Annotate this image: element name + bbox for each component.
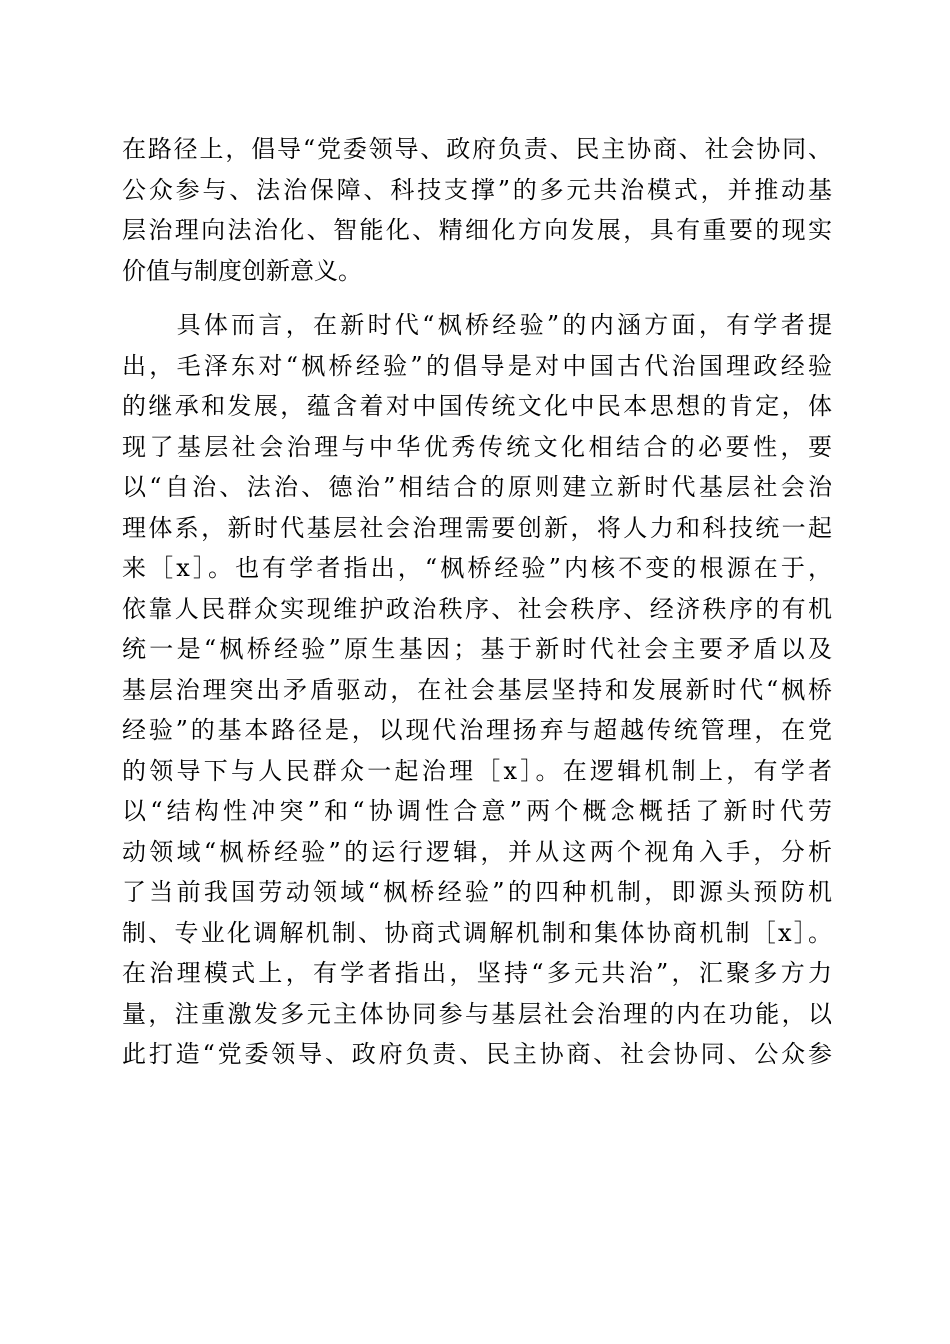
text-line: 制、专业化调解机制、协商式调解机制和集体协商机制［x］。 xyxy=(122,918,832,947)
text-line: 了当前我国劳动领域“枫桥经验”的四种机制，即源头预防机 xyxy=(122,878,832,906)
text-line: 层治理向法治化、智能化、精细化方向发展，具有重要的现实 xyxy=(122,216,832,244)
text-line: 此打造“党委领导、政府负责、民主协商、社会协同、公众参 xyxy=(122,1040,832,1068)
text-line: 公众参与、法治保障、科技支撑”的多元共治模式，并推动基 xyxy=(122,175,832,204)
text-line: 基层治理突出矛盾驱动，在社会基层坚持和发展新时代“枫桥 xyxy=(122,675,832,704)
text-line: 依靠人民群众实现维护政治秩序、社会秩序、经济秩序的有机 xyxy=(122,594,832,623)
text-line: 在路径上，倡导“党委领导、政府负责、民主协商、社会协同、 xyxy=(122,135,832,163)
text-line: 经验”的基本路径是，以现代治理扬弃与超越传统管理，在党 xyxy=(122,716,832,744)
text-line: 价值与制度创新意义。 xyxy=(122,256,362,285)
text-line: 出，毛泽东对“枫桥经验”的倡导是对中国古代治国理政经验 xyxy=(122,351,832,380)
text-line: 理体系，新时代基层社会治理需要创新，将人力和科技统一起 xyxy=(122,513,832,542)
text-line: 统一是“枫桥经验”原生基因；基于新时代社会主要矛盾以及 xyxy=(122,635,832,663)
text-line: 量，注重激发多元主体协同参与基层社会治理的内在功能，以 xyxy=(122,999,832,1028)
text-line: 现了基层社会治理与中华优秀传统文化相结合的必要性，要 xyxy=(122,432,832,461)
text-line: 在治理模式上，有学者指出，坚持“多元共治”，汇聚多方力 xyxy=(122,959,832,987)
document-body xyxy=(122,129,832,1075)
text-line: 以“自治、法治、德治”相结合的原则建立新时代基层社会治 xyxy=(122,473,832,501)
text-line: 来［x］。也有学者指出，“枫桥经验”内核不变的根源在于， xyxy=(122,554,832,582)
text-line: 的继承和发展，蕴含着对中国传统文化中民本思想的肯定，体 xyxy=(122,392,832,420)
text-line: 以“结构性冲突”和“协调性合意”两个概念概括了新时代劳 xyxy=(122,797,832,825)
text-line: 具体而言，在新时代“枫桥经验”的内涵方面，有学者提 xyxy=(122,311,832,339)
paragraph-1 xyxy=(122,129,832,291)
text-line: 的领导下与人民群众一起治理［x］。在逻辑机制上，有学者 xyxy=(122,756,832,785)
paragraph-gap xyxy=(122,291,832,305)
paragraph-2 xyxy=(122,305,832,1075)
text-line: 动领域“枫桥经验”的运行逻辑，并从这两个视角入手，分析 xyxy=(122,837,832,866)
